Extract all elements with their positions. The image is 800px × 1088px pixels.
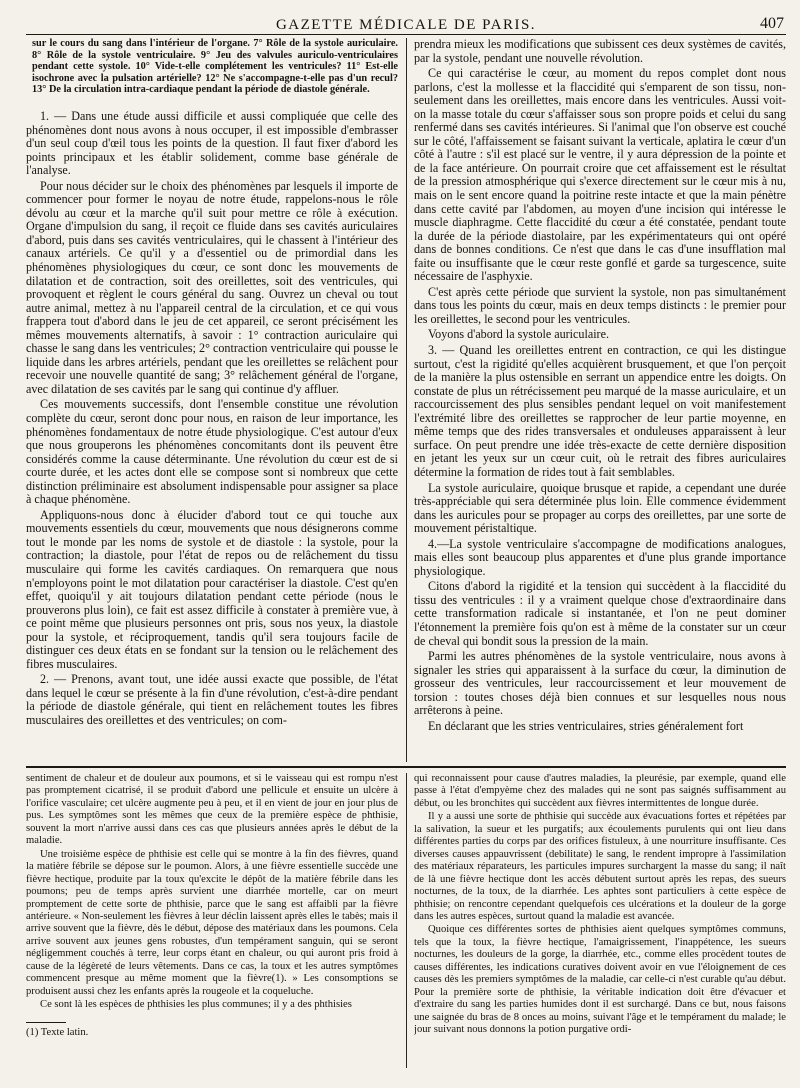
paragraph: prendra mieux les modifications que subissent ces deux systèmes de cavités, par la systole, pendant une nouvelle révolution. [414, 38, 786, 65]
paragraph: Appliquons-nous donc à élucider d'abord tout ce qui touche aux mouvements essentiels du cœur, mouvements que nous désignerons comme tout le monde par les noms de systole et de diastole : la systole, pour la contraction; la diastole, pour l'état de repos ou de relâchement du tissu musculaire qui forme les cavités cardiaques. On remarquera que nous n'employons point le mot dilatation pour caractériser la diastole. C'est qu'en effet, quoiqu'il y ait toujours dilatation pendant cette période (nous le prouverons plus loin), ce fait est assez difficile à constater à première vue, à ce point même que plusieurs personnes ont pris, sous nos yeux, la diastole pour la systole, et réciproquement, tandis qu'il sera toujours facile de distinguer ces deux états en se fondant sur la tension ou le relâchement des fibres musculaires. [26, 507, 398, 671]
feuilleton-section [26, 773, 786, 1068]
footnote-rule [26, 1022, 66, 1023]
paragraph: sentiment de chaleur et de douleur aux poumons, et si le vaisseau qui est rompu n'est pas promptement cicatrisé, il se produit d'abord une pellicule et ensuite un ulcère à l'orifice vasculaire; cet ulcère augmente peu à peu, et il en vient de jour en jour plus de pus. Les symptômes sont les mêmes que ceux de la première espèce de phthisie, souvent la mort n'arrive aussi dans ces cas que plusieurs années après le début de la maladie. [26, 773, 398, 847]
paragraph: 1. — Dans une étude aussi difficile et aussi compliquée que celle des phénomènes dont nous avons à nous occuper, il est impossible d'embrasser d'un seul coup d'œil tous les points de la question. Il faut fixer d'abord les points principaux et les établir solidement, comme base générale de l'analyse. [26, 108, 398, 178]
article-column-right [414, 38, 786, 762]
paragraph: 2. — Prenons, avant tout, une idée aussi exacte que possible, de l'état dans lequel le cœur se présente à la fin d'une révolution, c'est-à-dire pendant la période de diastole générale, qui tient en relâchement toutes les fibres musculaires des oreillettes et des ventricules; on com- [26, 672, 398, 728]
paragraph: Citons d'abord la rigidité et la tension qui succèdent à la flaccidité du tissu des ventricules : il y a vraiment quelque chose d'extraordinaire dans cette transformation radicale si instantanée, et l'on ne peut dominer l'étonnement la première fois qu'on est à même de la constater sur un cœur de cheval qui bondit sous la pression de la main. [414, 579, 786, 648]
article-column-left [26, 38, 398, 762]
paragraph: Il y a aussi une sorte de phthisie qui succède aux évacuations fortes et répétées par la salivation, la sueur et les purgatifs; aux écoulements purulents qui ont lieu dans différentes parties du corps par des orifices fistuleux, à une nourriture insuffisante. Ces diverses causes appauvrissent (debilitate) le sang, le rendent impropre à l'assimilation des matériaux réparateurs, les particules impures surchargent la masse du sang; il naît de là une fièvre hectique dont les accès débutent surtout après les repas, des sueurs nocturnes, de la toux, de la diarrhée. Les aphtes sont particuliers à cette espèce de phthisie; on rencontre cependant quelquefois ces ulcérations et la douleur de la gorge dans les autres espèces, surtout quand la maladie est avancée. [414, 811, 786, 922]
paragraph: 4.—La systole ventriculaire s'accompagne de modifications analogues, mais elles sont beaucoup plus apparentes et d'une plus grande importance physiologique. [414, 536, 786, 578]
paragraph: En déclarant que les stries ventriculaires, stries généralement fort [428, 718, 744, 733]
paragraph: C'est après cette période que survient la systole, non pas simultanément dans tous les points du cœur, mais en deux temps distincts : le premier pour les oreillettes, le second pour les ventricules. [414, 284, 786, 326]
page-number: 407 [760, 15, 784, 32]
paragraph: Ce qui caractérise le cœur, au moment du repos complet dont nous parlons, c'est la mollesse et la flaccidité qui s'emparent de son tissu, non-seulement dans les oreillettes, mais encore dans les ventricules. Aussi voit-on la masse totale du cœur s'affaisser sous son propre poids et celui du sang renfermé dans ses cavités intérieures. Si l'animal que l'on observe est couché sur le côté, l'affaissement se faisant suivant la verticale, aplatira le cœur d'un côté à l'autre : s'il est placé sur le ventre, il y aura dépression de la pointe et de la face antérieure. On pourrait croire que cet affaissement est le résultat de la pression atmosphérique qui s'exerce directement sur le cœur mis à nu, mais on le sent encore quand la poitrine reste intacte et que la main pénètre dans cette cavité par l'abdomen, au moyen d'une incision qui intéresse le muscle diaphragme. Cette flaccidité du cœur a été constatée, pendant toute la durée de la période diastolaire, par les expérimentateurs qui ont opéré dans de bonnes conditions. Ce n'est que dans le cas d'une insufflation mal faite ou insuffisante que le cœur reste gonflé et garde sa turgescence, suite nécessaire de l'asphyxie. [414, 66, 786, 284]
column-divider [406, 38, 407, 762]
paragraph: qui reconnaissent pour cause d'autres maladies, la pleurésie, par exemple, quand elle passe à l'état d'empyème chez des malades qui ne sont pas saignés suffisamment au début, ou les bronchites qui succèdent aux fièvres intermittentes de longue durée. [414, 773, 786, 809]
footnote: (1) Texte latin. [26, 1026, 89, 1038]
paragraph: Voyons d'abord la systole auriculaire. [428, 327, 609, 342]
paragraph: Ces mouvements successifs, dont l'ensemble constitue une révolution complète du cœur, seront donc pour nous, en raison de leur importance, les phénomènes fondamentaux de notre étude physiologique. C'est autour d'eux que nous grouperons les phénomènes concomitants dont ils peuvent être considérés comme la cause déterminante. Une révolution du cœur est de si courte durée, et les actes dont elle se compose sont si nombreux que cette distinction préliminaire est absolument indispensable pour assigner sa place à chaque phénomène. [26, 397, 398, 507]
feuilleton-column-left [26, 773, 398, 1068]
paragraph: Quoique ces différentes sortes de phthisies aient quelques symptômes communs, tels que la toux, la fièvre hectique, l'amaigrissement, l'inappétence, les sueurs nocturnes, les douleurs de la gorge, la diarrhée, etc., comme elles procèdent toutes de causes différentes, les indications curatives doivent avoir en vue l'éloignement de ces causes dès les premiers symptômes de la maladie, car celle-ci n'est curable qu'au début. Pour la première sorte de phthisie, la véritable indication doit être d'évacuer et d'extraire du sang les parties humides dont il est surchargé. Dans ce but, nous faisons une saignée du bras de 8 onces au moins, suivant l'âge et le tempérament du malade; le jour suivant nous donnons la potion purgative ordi- [414, 924, 786, 1036]
paragraph: La systole auriculaire, quoique brusque et rapide, a cependant une durée très-appréciable qui sera déterminée plus loin. Elle commence évidemment dans les auricules pour se propager au corps des oreillettes, par une sorte de mouvement péristaltique. [414, 480, 786, 536]
article-section [26, 38, 786, 762]
page-header [26, 6, 786, 35]
paragraph: Parmi les autres phénomènes de la systole ventriculaire, nous avons à signaler les stries qui apparaissent à la surface du cœur, la diminution de grosseur des ventricules, leur raccourcissement et leur mouvement de torsion : toutes choses déjà bien connues et sur lesquelles nous nous arrêterons à peine. [414, 649, 786, 718]
feuilleton-column-right [414, 773, 786, 1068]
paragraph: Pour nous décider sur le choix des phénomènes par lesquels il importe de commencer pour former le noyau de notre étude, rappelons-nous le rôle dévolu au cœur et la marche qu'il suit pour mettre ce rôle à exécution. Organe d'impulsion du sang, il reçoit ce fluide dans ses cavités auriculaires d'abord, puis dans ses cavités ventriculaires, qui le chassent à l'intérieur des canaux artériels. Ce qu'il y a d'essentiel ou de primordial dans les phénomènes physiologiques du cœur, ce sont donc les mouvements de dilatation et de contraction, soit des oreillettes, soit des ventricules, qui provoquent et règlent le cours général du sang. Ouvrez un cheval ou tout autre animal, mettez à nu l'appareil central de la circulation, et ce qui vous frappera tout d'abord dans le jeu de cet appareil, ce seront précisément les mêmes mouvements alternatifs, à savoir : 1° contraction auriculaire qui chasse le sang dans les ventricules; 2° contraction ventriculaire qui pousse le liquide dans les arbres artériels, pendant que les oreillettes se relâchent pour recevoir une nouvelle quantité de sang; 3° relâchement général de l'organe, avec dilatation de ses cavités par le sang qui continue d'y affluer. [26, 178, 398, 396]
journal-title: GAZETTE MÉDICALE DE PARIS. [275, 17, 537, 33]
paragraph: Une troisième espèce de phthisie est celle qui se montre à la fin des fièvres, quand la matière fébrile se dépose sur le poumon. Alors, à une fièvre essentielle succède une fièvre hectique, produite par la toux qu'excite le dépôt de la matière fébrile dans les poumons; peu de temps après survient une diarrhée mortelle, car on meurt promptement de cette sorte de phthisie, parce que le sang est affaibli par la fièvre antérieure. « Non-seulement les fièvres à leur déclin laissent après elles le tabès; mais il arrive souvent que la fièvre, dès le début, dépose des matériaux dans les poumons. Cela arrive souvent aux jeunes gens robustes, d'un tempérament sanguin, qui se seront négligemment couchés à terre, leur corps étant en chaleur, ou qui auront pris froid à cause de la légèreté de leurs vêtements. Dans ce cas, la toux et les autres symptômes commencent presque au même moment que la fièvre(1). » Les consomptions se produisent aussi chez les enfants après la rougeole et la coqueluche. [26, 848, 398, 997]
paragraph: Ce sont là les espèces de phthisies les plus communes; il y a des phthisies [40, 999, 352, 1011]
paragraph: 3. — Quand les oreillettes entrent en contraction, ce qui les distingue surtout, c'est la rigidité qu'elles acquièrent brusquement, et que l'on perçoit de la manière la plus ostensible en serrant un appendice entre les doigts. On constate de plus un rétrécissement peu marqué de la masse auriculaire, et un raccourcissement des plus sensibles pendant lequel on voit manifestement l'extrémité libre des oreillettes se rapprocher de leur partie moyenne, en même temps que des rides transversales et onduleuses apparaissent à leur surface. On peut prendre une idée très-exacte de cette dernière disposition en jetant les yeux sur un cœur cuit, où le retrait des fibres auriculaires détermine la formation de rides tout à fait semblables. [414, 343, 786, 479]
section-rule [26, 766, 786, 768]
column-divider [406, 773, 407, 1068]
section-summary: sur le cours du sang dans l'intérieur de l'organe. 7° Rôle de la systole auriculaire. 8° Rôle de la systole ventriculaire. 9° Jeu des valvules auriculo-ventriculaires pendant cette systole. 10° Vide-t-elle complétement les ventricules? 11° Est-elle isochrone avec la pulsation artérielle? 12° Ne s'accompagne-t-elle pas d'un recul? 13° De la circulation intra-cardiaque pendant la période de diastole générale. [32, 38, 398, 96]
